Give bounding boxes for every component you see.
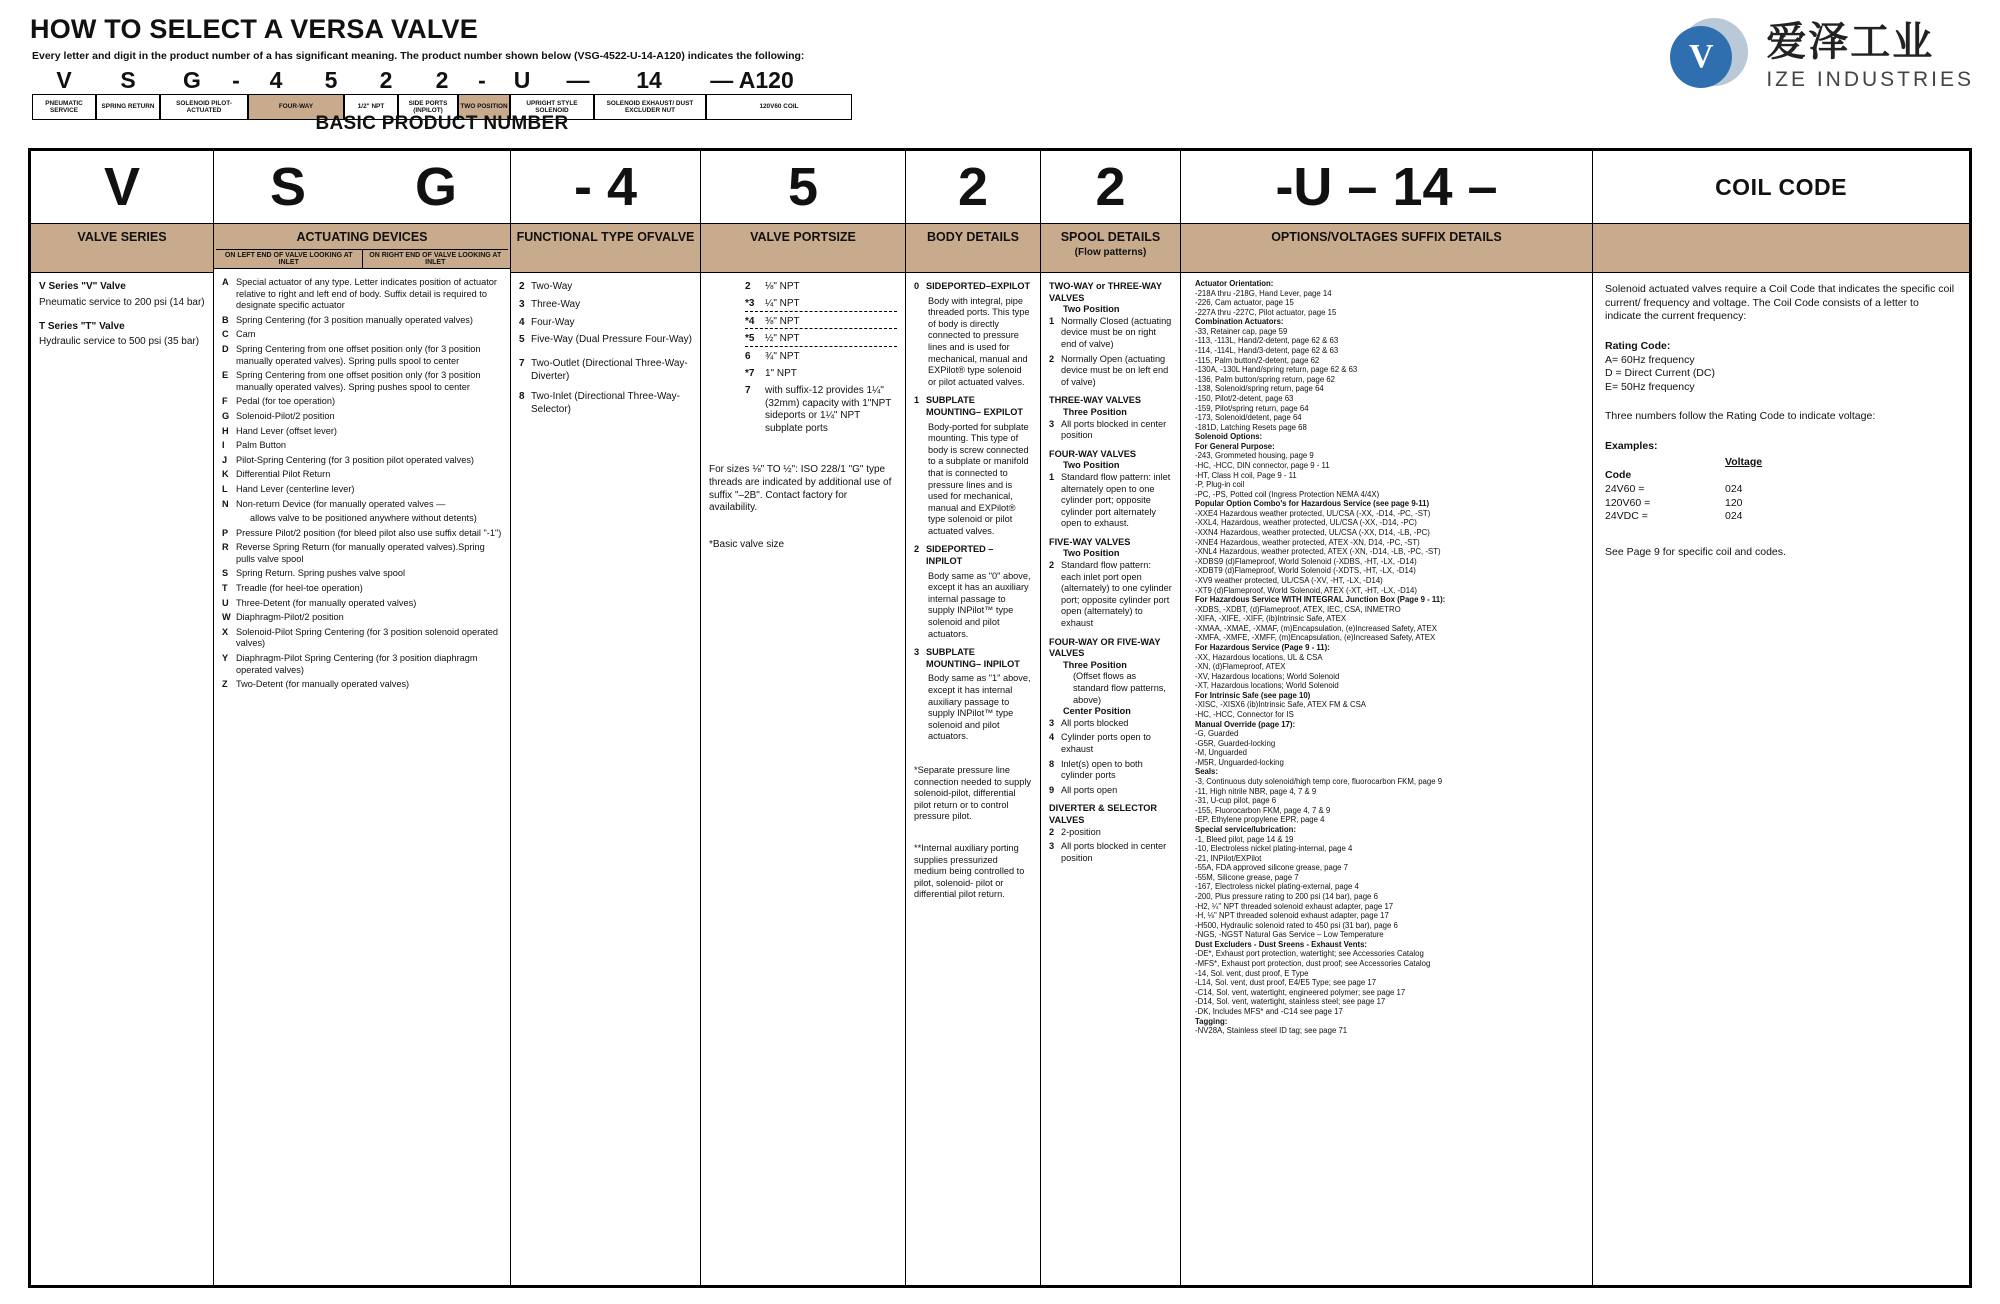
col1-header: VALVE SERIES (31, 223, 213, 273)
act-item: I Palm Button (222, 440, 287, 451)
pn-desc-7: UPRIGHT STYLE SOLENOID (510, 94, 594, 120)
spool-group-sub: Three Position (1063, 659, 1127, 670)
pn-desc-1: SPRING RETURN (96, 94, 160, 120)
spool-group-head: TWO-WAY or THREE-WAY VALVES (1049, 281, 1162, 303)
rating-code-head: Rating Code: (1605, 339, 1671, 352)
option-line: -XNE4 Hazardous, weather protected, ATEX -XN, D14, -PC, -ST) (1195, 537, 1420, 547)
pn-desc-6: TWO POSITION (458, 94, 510, 120)
column-body-details (906, 151, 1041, 1285)
option-line: -H2, ¼" NPT threaded solenoid exhaust adapter, page 17 (1195, 901, 1394, 911)
act-item: H Hand Lever (offset lever) (222, 425, 337, 436)
option-block-head: Combination Actuators: (1195, 317, 1284, 327)
act-item: R Reverse Spring Return (for manually operated valves).Spring pulls valve spool (222, 542, 485, 564)
option-line: -P, Plug-in coil (1195, 480, 1245, 490)
pn-char-8: - (478, 67, 486, 93)
pn-char-10: — (566, 67, 590, 93)
logo-chinese-name: 爱泽工业 (1766, 20, 1935, 64)
act-item: B Spring Centering (for 3 position manually operated valves) (222, 314, 473, 325)
pn-char-4: 4 (269, 67, 283, 93)
option-line: -115, Palm button/2-detent, page 62 (1195, 355, 1320, 365)
option-line: -XIFA, -XIFE, -XIFF, (ib)Intrinsic Safe, ATEX (1195, 614, 1347, 624)
act-item: U Three-Detent (for manually operated valves) (222, 597, 417, 608)
option-line: -XMAA, -XMAE, -XMAF, (m)Encapsulation, (e)Increased Safety, ATEX (1195, 623, 1437, 633)
spool-group-sub2: Center Position (1063, 706, 1131, 717)
body-note-2: **Internal auxiliary porting supplies pressurized medium being controlled to pilot, solenoid- pilot or differential pilot return. (914, 842, 1025, 900)
col8-header: OPTIONS/VOLTAGES SUFFIX DETAILS (1181, 223, 1592, 273)
option-line: -XN, (d)Flameproof, ATEX (1195, 662, 1286, 672)
logo-english-name: IZE INDUSTRIES (1766, 68, 1974, 91)
option-line: -DK, Includes MFS* and -C14 see page 17 (1195, 1006, 1343, 1016)
option-block-head: For Intrinsic Safe (see page 10) (1195, 690, 1311, 700)
rating-line: E= 50Hz frequency (1605, 380, 1695, 393)
option-line: -M, Unguarded (1195, 748, 1248, 758)
option-line: -227A thru -227C, Pilot actuator, page 15 (1195, 307, 1337, 317)
page-subtitle: Every letter and digit in the product number of a has significant meaning. The product number shown below (VSG-4522-U-14-A120) indicates the following: (32, 50, 805, 62)
body-detail-text: Body same as "1" above, except it has internal auxiliary passage to supply INPilot™ type solenoid and pilot actuators. (928, 673, 1031, 742)
option-block-head: Solenoid Options: (1195, 432, 1263, 442)
spool-group-sub: Two Position (1063, 548, 1120, 559)
column-valve-portsize (701, 151, 906, 1285)
product-number-chars (32, 62, 852, 94)
option-line: -G5R, Guarded-locking (1195, 738, 1276, 748)
act-item: Z Two-Detent (for manually operated valves) (222, 679, 410, 690)
column-options-voltages (1181, 151, 1593, 1285)
pn-desc-8: SOLENOID EXHAUST/ DUST EXCLUDER NUT (594, 94, 706, 120)
basic-product-number-label: BASIC PRODUCT NUMBER (315, 113, 569, 134)
option-line: -XNL4 Hazardous, weather protected, ATEX (-XN, -D14, -LB, -PC, -ST) (1195, 547, 1441, 557)
pn-desc-4: 1/2" NPT (344, 94, 398, 120)
option-line: -55A, FDA approved silicone grease, page 7 (1195, 863, 1348, 873)
spool-group-head: THREE-WAY VALVES (1049, 395, 1142, 406)
option-line: -11, High nitrile NBR, page 4, 7 & 9 (1195, 786, 1317, 796)
option-line: -D14, Sol. vent, watertight, stainless steel; see page 17 (1195, 997, 1386, 1007)
option-line: -173, Solenoid/detent, page 64 (1195, 413, 1302, 423)
option-line: -XV9 weather protected, UL/CSA (-XV, -HT, -LX, -D14) (1195, 575, 1383, 585)
option-line: -H500, Hydraulic solenoid rated to 450 psi (31 bar), page 6 (1195, 920, 1398, 930)
col5-char: 5 (787, 157, 819, 217)
series-v-label: Series "V" Valve (48, 281, 126, 292)
pn-char-11: 14 (636, 67, 662, 93)
spool-group-head: FOUR-WAY OR FIVE-WAY VALVES (1049, 636, 1161, 659)
option-line: -10, Electroless nickel plating-internal, page 4 (1195, 844, 1353, 854)
col3-char: G (414, 157, 457, 217)
option-line: -150, Pilot/2-detent, page 63 (1195, 393, 1294, 403)
series-t-label: Series "T" Valve (47, 320, 125, 332)
option-line: -PC, -PS, Potted coil (Ingress Protection NEMA 4/4X) (1195, 489, 1380, 499)
pn-char-6: 2 (379, 67, 393, 93)
option-line: -EP, Ethylene propylene EPR, page 4 (1195, 815, 1325, 825)
portsize-note-2: *Basic valve size (709, 539, 785, 551)
pn-char-3: - (232, 67, 240, 93)
rating-line: D = Direct Current (DC) (1605, 367, 1715, 380)
option-line: -159, Pilot/spring return, page 64 (1195, 403, 1309, 413)
option-line: -XXL4, Hazardous, weather protected, UL/CSA (-XX, -D14, -PC) (1195, 518, 1417, 528)
coil-row-code: 24V60 = (1605, 483, 1645, 496)
coil-row-code: 120V60 = (1605, 496, 1651, 509)
option-line: -XDBT9 (d)Flameproof, World Solenoid (-XDTS, -HT, -LX, -D14) (1195, 566, 1416, 576)
act-item: G Solenoid-Pilot/2 position (222, 410, 335, 421)
act-item: D Spring Centering from one offset position only (for 3 position manually operated valves). Spring pulls spool to center (222, 343, 481, 366)
page-title: HOW TO SELECT A VERSA VALVE (30, 14, 478, 44)
col9-header (1593, 223, 1969, 273)
col1-char: V (103, 157, 141, 217)
body-detail-text: Body-ported for subplate mounting. This type of body is screw connected to a subplate or manifold that is connected to pressure lines and is used for mechanical, manual and EXPilot® type solenoid or pilot actuated valves. (928, 421, 1029, 536)
col6-char: 2 (957, 157, 989, 217)
option-block-head: Actuator Orientation: (1195, 279, 1274, 288)
option-line: -14, Sol. vent, dust proof, E Type (1195, 968, 1309, 978)
pn-char-7: 2 (435, 67, 449, 93)
act-item: E Spring Centering from one offset position only (for 3 position manually operated valves). Spring pushes spool to center (222, 370, 481, 392)
act-item: T Treadle (for heel-toe operation) (222, 583, 363, 594)
col8-body (1181, 273, 1592, 1040)
option-block-head: Manual Override (page 17): (1195, 719, 1296, 729)
col6-body: 0 SIDEPORTED–EXPILOT Body with integral, pipe threaded ports. This type of body is directly connected to pressure lines and is used for mechanical, manual and EXPilot® type solenoid or pilot actuated valves. 1 SUBPLATE MOUNTING– EXPILOT Body-ported for subplate mounting. This type of body is screw connected to a subplate or manifold that is connected to pressure lines and is used for mechanical, manual and EXPilot® type solenoid or pilot actuated valves. 2 SIDEPORTED – INPILOT Body same as "0" above, except it has an auxiliary internal passage to supply INPilot™ type solenoid and pilot actuators. 3 SUBPLATE MOUNTING– INPILOT Body same as "1" above, except it has internal auxiliary passage to supply INPilot™ type solenoid and pilot actuators. *Separate pressure line connection needed to supply solenoid-pilot, differential pilot return or to control pressure pilot. **Internal auxiliary porting supplies pressurized medium being controlled to pilot, solenoid- pilot or differential pilot return. (914, 281, 1031, 900)
column-spool-details (1041, 151, 1181, 1285)
option-line: -M5R, Unguarded-locking (1195, 757, 1284, 767)
option-line: -XDBS9 (d)Flameproof, World Solenoid (-XDBS, -HT, -LX, -D14) (1195, 556, 1417, 566)
pn-desc-2: SOLENOID PILOT-ACTUATED (160, 94, 248, 120)
option-line: -XT9 (d)Flameproof, World Solenoid, ATEX (-XT, -HT, -LX, -D14) (1195, 585, 1417, 595)
option-line: -114, -114L, Hand/3-detent, page 62 & 63 (1195, 346, 1339, 356)
body-note-1: *Separate pressure line connection needed to supply solenoid-pilot, differential pilot return or to control pressure pilot. (914, 764, 1031, 822)
option-line: -226, Cam actuator, page 15 (1195, 298, 1294, 308)
col1-body (31, 273, 213, 353)
spool-group-note: (Offset flows as standard flow patterns, above) (1073, 671, 1166, 705)
spool-group-head: FIVE-WAY VALVES (1049, 536, 1131, 547)
col9-body (1593, 273, 1969, 570)
option-line: -218A thru -218G, Hand Lever, page 14 (1195, 288, 1332, 298)
pn-char-9: U (513, 67, 531, 93)
spool-group-sub: Three Position (1063, 406, 1127, 417)
spool-group-head: FOUR-WAY VALVES (1049, 448, 1136, 459)
option-line: -167, Electroless nickel plating-external, page 4 (1195, 882, 1359, 892)
act-item: W Diaphragm-Pilot/2 position (222, 612, 344, 623)
option-line: -1, Bleed pilot, page 14 & 19 (1195, 834, 1294, 844)
col7-body: TWO-WAY or THREE-WAY VALVES Two Position 1 Normally Closed (actuating device must be on right end of valve) 2 Normally Open (actuating device must be on left end of valve) THREE-WAY VALVES Three Position 3 All ports blocked in center position FOUR-WAY VALVES Two Position 1 Standard flow pattern: inlet alternately open to one cylinder port; opposite cylinder port alternately open to exhaust. FIVE-WAY VALVES Two Position 2 Standard flow pattern: each inlet port open (alternately) to one cylinder port; opposite cylinder port open (alternately) to exhaust FOUR-WAY OR FIVE-WAY VALVES Three Position (Offset flows as standard flow patterns, above) Center Position 3 All ports blocked 4 Cylinder ports open to exhaust 8 Inlet(s) open to both cylinder ports 9 All ports open DIVERTER & SELECTOR VALVES 2 2-position 3 All ports blocked in center position (1049, 281, 1172, 863)
act-item: K Differential Pilot Return (222, 469, 331, 480)
column-actuating-devices (214, 151, 511, 1285)
option-block-head: For Hazardous Service WITH INTEGRAL Junction Box (Page 9 - 11): (1195, 595, 1446, 605)
col6-header: BODY DETAILS (906, 223, 1040, 273)
option-line: -HT, Class H coil, Page 9 - 11 (1195, 470, 1297, 480)
col2-header: ACTUATING DEVICES ON LEFT END OF VALVE LOOKING AT INLET ON RIGHT END OF VALVE LOOKING AT INLET (214, 223, 510, 269)
series-v-key: V (39, 281, 46, 292)
option-block-head: For Hazardous Service (Page 9 - 11): (1195, 642, 1330, 652)
coil-row-voltage: 024 (1725, 483, 1743, 496)
option-block-head: Special service/lubrication: (1195, 824, 1296, 834)
option-line: -XT, Hazardous locations; World Solenoid (1195, 681, 1339, 691)
product-number-strip (32, 62, 852, 120)
coil-row-voltage: 024 (1725, 510, 1743, 523)
option-block-head: For General Purpose: (1195, 441, 1275, 451)
column-valve-series (31, 151, 214, 1285)
col5-body: 2 ⅛" NPT *3 ¼" NPT *4 ⅜" NPT *5 ½" NPT 6 ¾" NPT *7 1" NPT 7 with suffix-12 provides 1¼" (32mm) capacity with 1"NPT sideports or 1¼" NPT subplate ports For sizes ⅛" TO ½": ISO 228/1 "G" type threads are indicated by additional use of suffix "–2B". Contact factory for availability. *Basic valve size (701, 273, 905, 556)
col5-header: VALVE PORTSIZE (701, 223, 905, 273)
code-col-head: Code (1605, 469, 1632, 482)
spool-group-sub: Two Position (1063, 304, 1120, 315)
act-item: J Pilot-Spring Centering (for 3 position pilot operated valves) (222, 454, 474, 465)
col2-sub-left: ON LEFT END OF VALVE LOOKING AT INLET (216, 249, 363, 268)
body-detail-text: Body with integral, pipe threaded ports. This type of body is directly connected to pressure lines and is used for mechanical, manual and EXPilot® type solenoid or pilot actuated valves. (928, 295, 1030, 387)
option-line: -55M, Silicone grease, page 7 (1195, 872, 1299, 882)
col7-char: 2 (1095, 157, 1126, 217)
option-line: -31, U-cup pilot, page 6 (1195, 796, 1277, 806)
option-line: -3, Continuous duty solenoid/high temp core, fluorocarbon FKM, page 9 (1195, 777, 1443, 787)
option-line: -G, Guarded (1195, 729, 1239, 739)
act-item: allows valve to be positioned anywhere without detents) (250, 513, 477, 524)
act-item: F Pedal (for toe operation) (222, 396, 336, 407)
logo-mark-icon (1670, 18, 1748, 96)
spool-group-head: DIVERTER & SELECTOR VALVES (1049, 803, 1158, 825)
option-line: -21, INPilot/EXPilot (1195, 853, 1262, 863)
option-block-head: Tagging: (1195, 1016, 1228, 1026)
option-line: -MFS*, Exhaust port protection, dust proof; see Accessories Catalog (1195, 959, 1431, 969)
option-line: -HC, -HCC, DIN connector, page 9 - 11 (1195, 460, 1330, 470)
option-line: -XMFA, -XMFE, -XMFF, (m)Encapsulation, (e)Increased Safety, ATEX (1195, 633, 1436, 643)
option-block-head: Popular Option Combo's for Hazardous Service (see page 9-11) (1195, 499, 1430, 509)
col9-char: COIL CODE (1715, 173, 1847, 200)
option-line: -138, Solenoid/spring return, page 64 (1195, 384, 1324, 394)
portsize-note-1: For sizes ⅛" TO ½": ISO 228/1 "G" type threads are indicated by additional use of suffix "–2B". Contact factory for availability. (709, 463, 892, 514)
option-line: -H, ⅛" NPT threaded solenoid exhaust adapter, page 17 (1195, 911, 1389, 921)
col2-sub-right: ON RIGHT END OF VALVE LOOKING AT INLET (363, 249, 509, 268)
option-line: -155, Fluorocarbon FKM, page 4, 7 & 9 (1195, 805, 1331, 815)
option-line: -XV, Hazardous locations; World Solenoid (1195, 671, 1340, 681)
coil-note: Three numbers follow the Rating Code to indicate voltage: (1605, 410, 1876, 423)
column-coil-code (1593, 151, 1969, 1285)
act-item: A Special actuator of any type. Letter indicates position of actuator relative to right and left end of body. Suffix detail is required to designate specific actuator (222, 277, 497, 311)
col4-body: 2 Two-Way 3 Three-Way 4 Four-Way 5 Five-Way (Dual Pressure Four-Way) 7 Two-Outlet (Directional Three-Way-Diverter) 8 Two-Inlet (Directional Three-Way-Selector) (519, 281, 692, 415)
act-item: L Hand Lever (centerline lever) (222, 483, 355, 494)
series-v-desc: Pneumatic service to 200 psi (14 bar) (39, 296, 205, 308)
pn-char-0: V (56, 67, 72, 93)
coil-intro: Solenoid actuated valves require a Coil Code that indicates the specific coil current/ frequency and voltage. The Coil Code consists of a letter to indicate the current frequency: (1605, 283, 1955, 323)
option-line: -XDBS, -XDBT, (d)Flameproof, ATEX, IEC, CSA, INMETRO (1195, 604, 1401, 614)
pn-char-5: 5 (324, 67, 338, 93)
act-item: S Spring Return. Spring pushes valve spool (222, 568, 406, 579)
col2-body (214, 269, 510, 698)
column-functional-type (511, 151, 701, 1285)
pn-char-12: — A120 (710, 67, 794, 93)
act-item: C Cam (222, 329, 256, 340)
act-item: Y Diaphragm-Pilot Spring Centering (for 3 position diaphragm operated valves) (222, 653, 478, 675)
option-line: -113, -113L, Hand/2-detent, page 62 & 63 (1195, 336, 1339, 346)
act-item: N Non-return Device (for manually operated valves — (222, 498, 446, 509)
col4-char: - 4 (573, 157, 638, 217)
col2-char: S (269, 157, 307, 217)
pn-desc-0: PNEUMATIC SERVICE (32, 94, 96, 120)
pn-char-1: S (120, 67, 136, 93)
option-line: -136, Palm button/spring return, page 62 (1195, 374, 1335, 384)
coil-row-code: 24VDC = (1605, 510, 1648, 523)
option-block-head: Dust Excluders - Dust Sreens - Exhaust Vents: (1195, 939, 1368, 949)
option-line: -NGS, -NGST Natural Gas Service – Low Temperature (1195, 930, 1384, 940)
option-line: -XX, Hazardous locations, UL & CSA (1195, 652, 1323, 662)
option-line: -NV28A, Stainless steel ID tag; see page 71 (1195, 1026, 1348, 1036)
coil-row-voltage: 120 (1725, 496, 1743, 509)
option-line: -200, Plus pressure rating to 200 psi (14 bar), page 6 (1195, 892, 1378, 901)
col4-header: FUNCTIONAL TYPE OFVALVE (511, 223, 700, 273)
pn-desc-5: SIDE PORTS (INPILOT) (398, 94, 458, 120)
option-line: -130A, -130L Hand/spring return, page 62 & 63 (1195, 365, 1358, 375)
col7-header: SPOOL DETAILS (Flow patterns) (1041, 223, 1180, 273)
pn-desc-9: 120V60 COIL (706, 94, 852, 120)
rating-line: A= 60Hz frequency (1605, 353, 1695, 366)
option-line: -181D, Latching Resets page 68 (1195, 422, 1307, 432)
pn-desc-3: FOUR-WAY (248, 94, 344, 120)
body-detail-text: Body same as "0" above, except it has an auxiliary internal passage to supply INPilot™ type solenoid and pilot actuators. (928, 570, 1031, 639)
spool-group-sub: Two Position (1063, 460, 1120, 471)
option-line: -33, Retainer cap, page 59 (1195, 326, 1288, 336)
coil-footer: See Page 9 for specific coil and codes. (1605, 545, 1786, 558)
series-t-desc: Hydraulic service to 500 psi (35 bar) (39, 336, 200, 348)
series-t-key: T (39, 320, 46, 332)
option-line: -243, Grommeted housing, page 9 (1195, 451, 1314, 461)
option-line: -C14, Sol. vent, watertight, engineered polymer; see page 17 (1195, 987, 1406, 997)
option-line: -XISC, -XISX6 (ib)Intrinsic Safe, ATEX FM & CSA (1195, 700, 1366, 710)
company-logo (1670, 18, 1974, 96)
col8-char: -U – 14 – (1275, 157, 1498, 217)
act-item: P Pressure Pilot/2 position (for bleed pilot also use suffix detail "-1") (222, 527, 502, 538)
option-line: -XXE4 Hazardous weather protected, UL/CSA (-XX, -D14, -PC, -ST) (1195, 508, 1431, 518)
logo-letter: V (1689, 38, 1714, 75)
option-line: -L14, Sol. vent, dust proof, E4/E5 Type; see page 17 (1195, 978, 1377, 988)
pn-char-2: G (183, 67, 201, 93)
option-line: -XXN4 Hazardous, weather protected, UL/CSA (-XX, D14, -LB, -PC) (1195, 528, 1430, 538)
act-item: X Solenoid-Pilot Spring Centering (for 3 position solenoid operated valves) (222, 626, 499, 649)
voltage-col-head: Voltage (1725, 455, 1763, 468)
examples-head: Examples: (1605, 440, 1658, 453)
option-line: -DE*, Exhaust port protection, watertight; see Accessories Catalog (1195, 949, 1424, 959)
option-block-head: Seals: (1195, 767, 1218, 777)
option-line: -HC, -HCC, Connector for IS (1195, 710, 1294, 720)
selection-table (28, 148, 1972, 1288)
